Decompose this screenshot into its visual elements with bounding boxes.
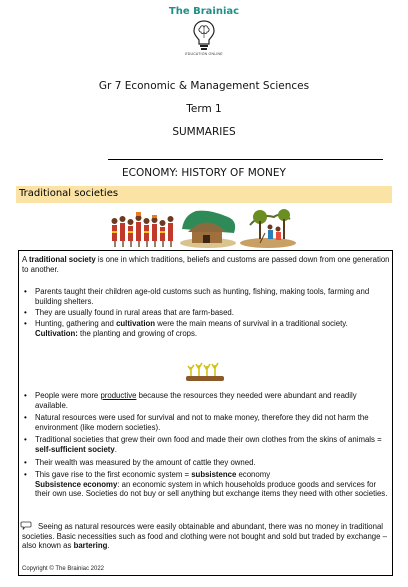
farming-illustration [240, 209, 296, 248]
summaries-title: SUMMARIES [172, 126, 236, 138]
topic-banner-label: Traditional societies [19, 188, 119, 199]
logo-text: EDUCATION ONLINE [185, 52, 223, 56]
closing-paragraph: Seeing as natural resources were easily obtainable and abundant, there was no money in traditional societies. Basic necessities such as food and clothing were not bought and sold but traded by exchange – also known as bartering. [22, 522, 387, 551]
term-bartering: bartering [73, 541, 108, 551]
bullet-icon: • [24, 413, 27, 422]
definition-label: Cultivation: [35, 328, 78, 338]
list-item: Natural resources were used for survival and not to make money, therefore they did not harm the environment (like modern societies). [35, 413, 369, 432]
term-traditional-society: traditional society [28, 255, 96, 264]
bullet-icon: • [24, 319, 27, 328]
list-item: Parents taught their children age-old customs such as hunting, fishing, making tools, farming and building shelters. [35, 287, 370, 306]
traditional-society-illustration [110, 203, 298, 249]
term-subsistence: subsistence [191, 470, 237, 479]
course-title: Gr 7 Economic & Management Sciences [98, 80, 310, 92]
bullet-icon: • [24, 391, 27, 400]
brand-name: The Brainiac [168, 6, 240, 17]
bullet-icon: • [24, 435, 27, 444]
hut-illustration [180, 211, 236, 248]
term-self-sufficient-society: self-sufficient society [35, 444, 115, 454]
list-item: This gave rise to the first economic system = subsistence economy Subsistence economy: an economic system in which households produce goods and services for their own use. Societies do not buy or sell anything but exchange items they need with other societies. [35, 470, 388, 499]
lightbulb-brain-icon [192, 19, 216, 52]
bullet-icon: • [24, 287, 27, 296]
section-title: ECONOMY: HISTORY OF MONEY [122, 167, 286, 179]
bullet-icon: • [24, 458, 27, 467]
list-item: People were more productive because the resources they needed were abundant and readily available. [35, 391, 357, 410]
topic-banner [16, 186, 392, 203]
term-productive: productive [100, 391, 137, 400]
bullet-icon: • [24, 308, 27, 317]
list-item: They are usually found in rural areas that are farm-based. [35, 308, 234, 317]
term-title: Term 1 [186, 103, 222, 115]
copyright-notice: Copyright © The Brainiac 2022 [22, 566, 105, 572]
list-item: Traditional societies that grew their own food and made their own clothes from the skins of animals = self-sufficient society. [35, 435, 382, 454]
term-cultivation: cultivation [116, 319, 156, 328]
tribal-people-illustration [112, 212, 174, 247]
intro-paragraph: A traditional society is one in which traditions, beliefs and customs are passed down from one generation to another. [22, 255, 390, 274]
definition-label: Subsistence economy [35, 479, 118, 489]
bullet-icon: • [24, 470, 27, 479]
crop-sprouts-icon [184, 360, 226, 382]
list-item: Their wealth was measured by the amount of cattle they owned. [35, 458, 256, 467]
divider-line [108, 159, 383, 160]
list-item: Hunting, gathering and cultivation were the main means of survival in a traditional society. Cultivation: the planting and growing of crops. [35, 319, 348, 338]
